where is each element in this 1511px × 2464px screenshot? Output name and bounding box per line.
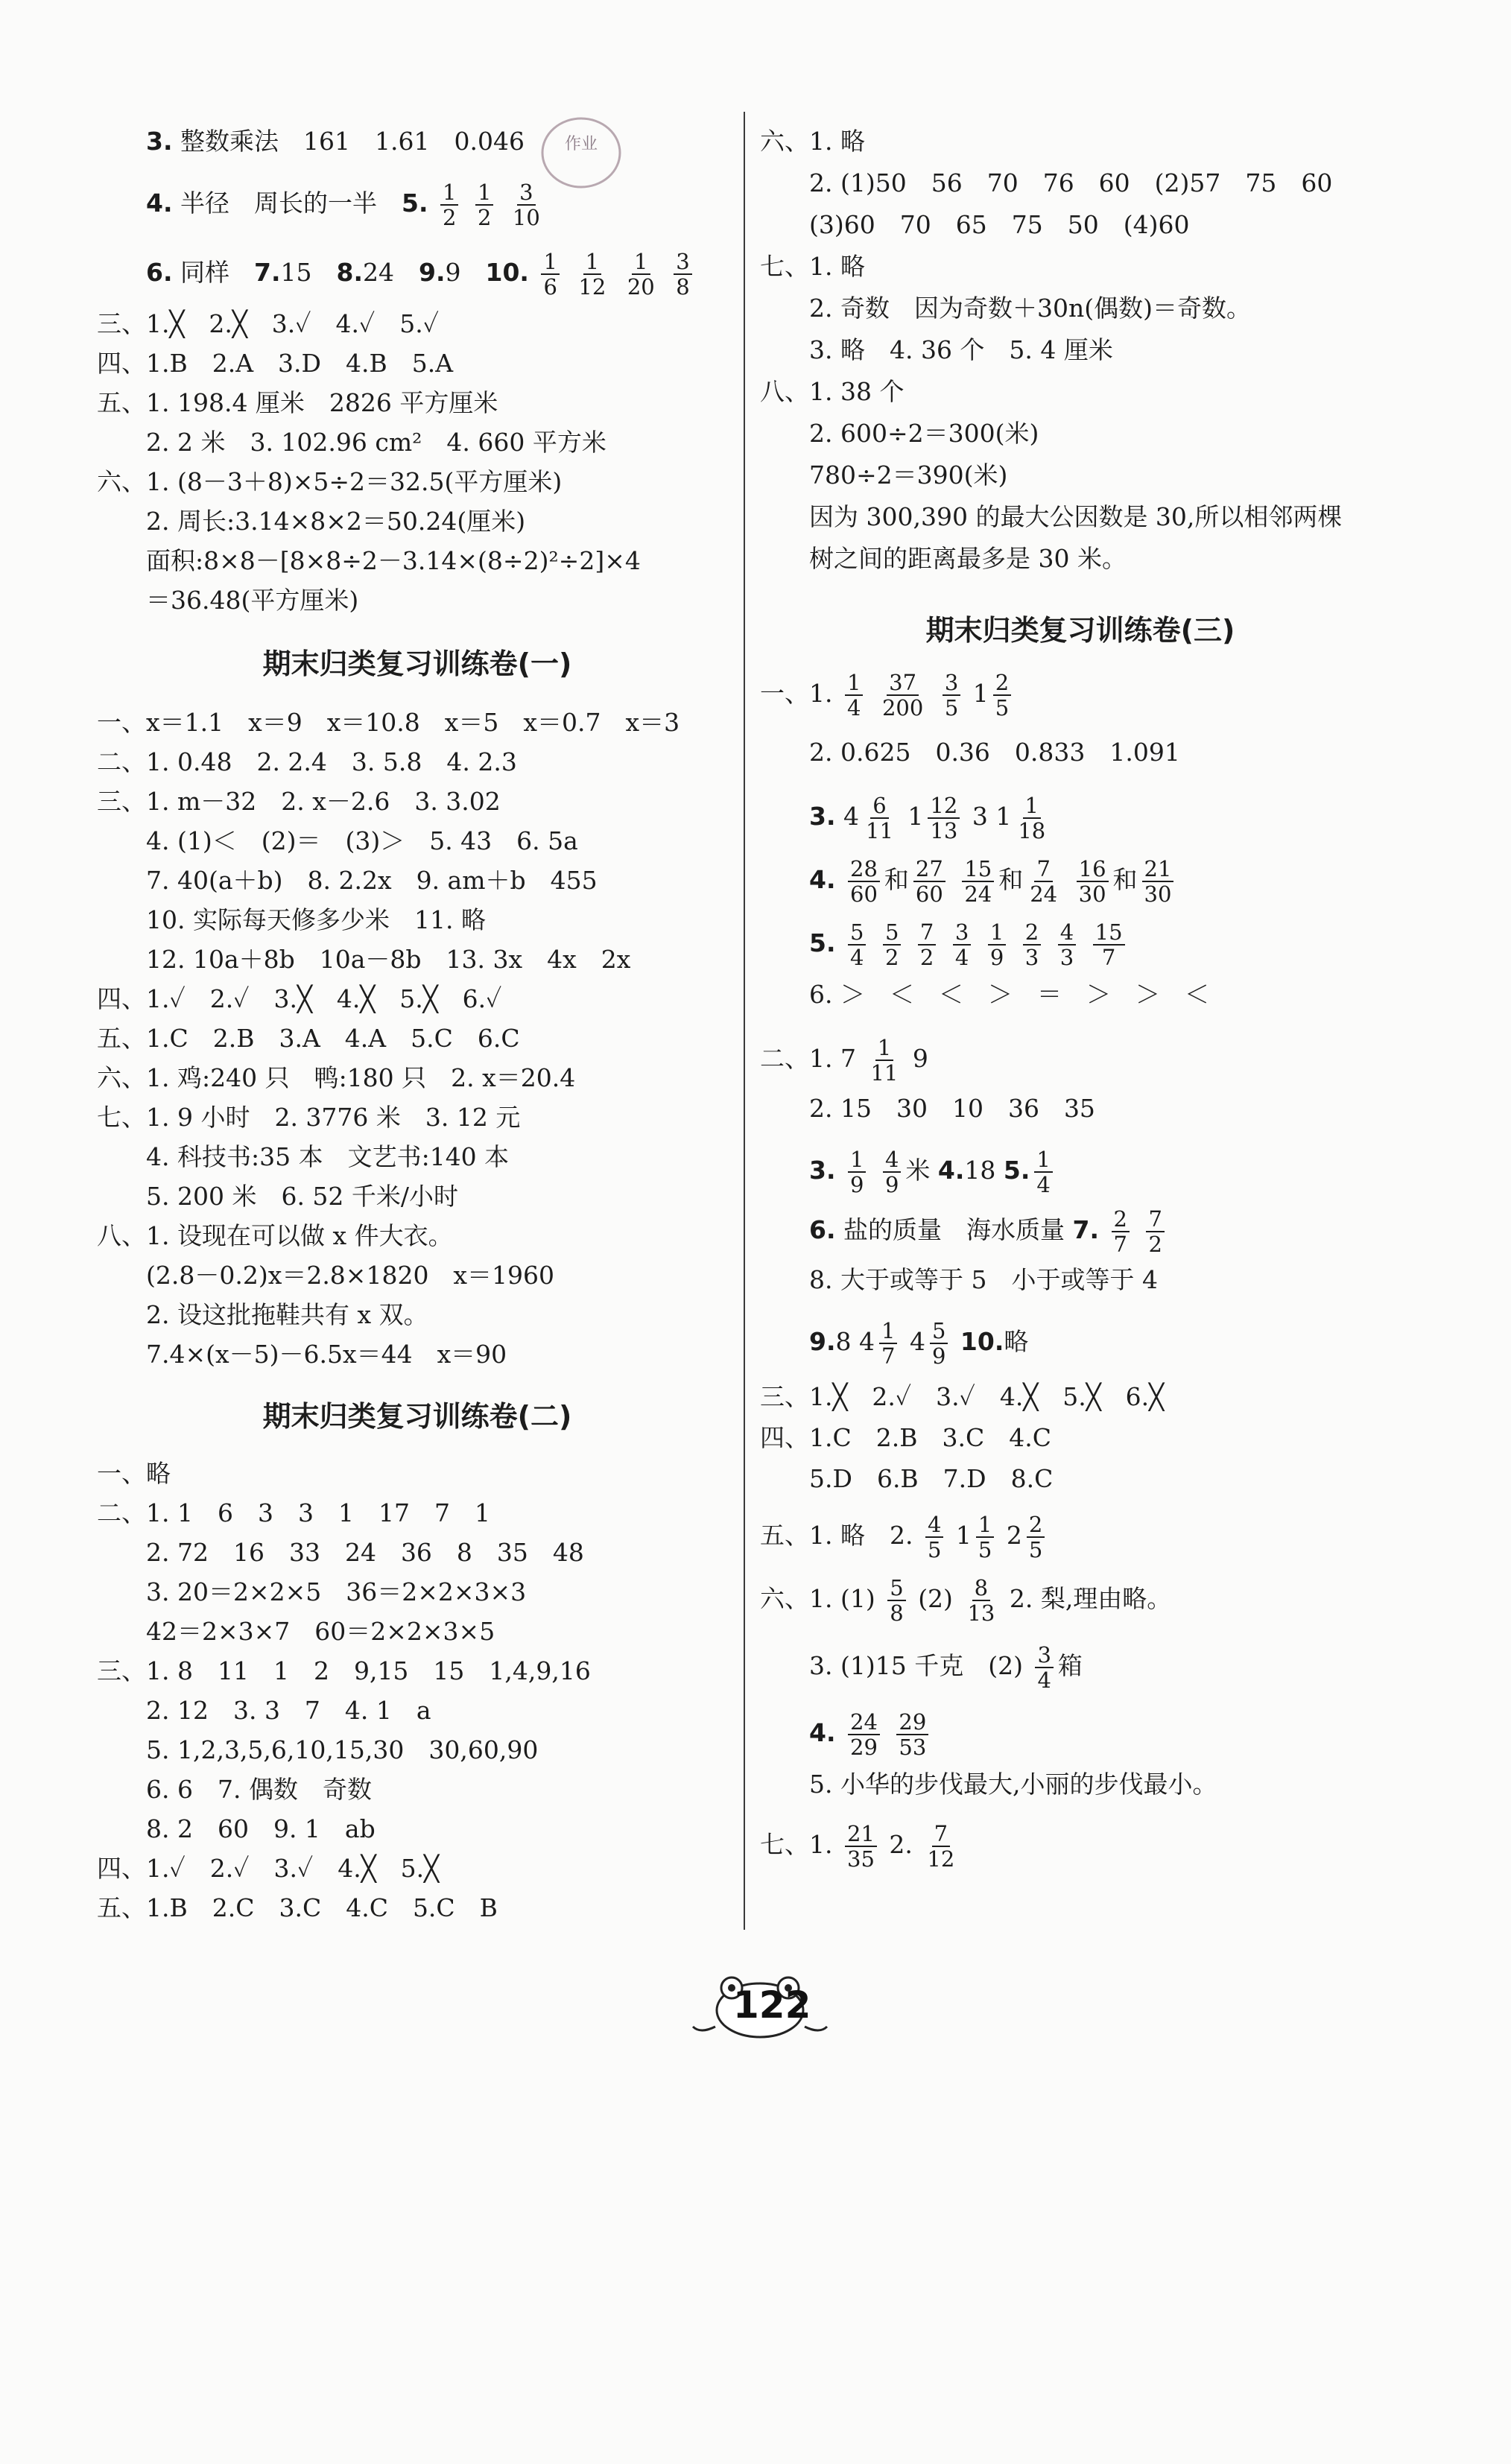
fraction: $\frac{6}{11}$ bbox=[866, 793, 893, 843]
answer-line: 五、1. 198.4 厘米 2826 平方厘米 bbox=[97, 388, 498, 417]
answer-line: 3. $\frac{1}{9}$ $\frac{4}{9}$ 米 4.18 5. $\frac{1}{4}$ bbox=[760, 1147, 1057, 1197]
answer-line: 10. 实际每天修多少米 11. 略 bbox=[146, 905, 486, 934]
answer-line: 2. 12 3. 3 7 4. 1 a bbox=[146, 1696, 431, 1725]
fraction: $\frac{1}{6}$ bbox=[541, 250, 559, 299]
answer-line: 三、1. 8 11 1 2 9,15 15 1,4,9,16 bbox=[97, 1656, 591, 1685]
stamp-icon bbox=[536, 112, 626, 194]
answer-line: 三、1. m－32 2. x－2.6 3. 3.02 bbox=[97, 787, 501, 816]
answer-line: 42＝2×3×7 60＝2×2×3×5 bbox=[146, 1617, 495, 1646]
answer-line: 三、1.╳ 2.╳ 3.✓ 4.✓ 5.✓ bbox=[97, 309, 440, 338]
answer-line: 五、1. 略 2. $\frac{4}{5}$ 1 $\frac{1}{5}$ 2 $\frac{2}{5}$ bbox=[760, 1513, 1049, 1562]
fraction: $\frac{2}{3}$ bbox=[1023, 920, 1041, 969]
answer-line: 六、1. 鸡:240 只 鸭:180 只 2. x＝20.4 bbox=[97, 1063, 576, 1092]
answer-line: 8. 大于或等于 5 小于或等于 4 bbox=[809, 1265, 1158, 1294]
fraction: $\frac{27}{60}$ bbox=[913, 857, 945, 906]
fraction: $\frac{7}{12}$ bbox=[927, 1821, 955, 1872]
answer-line: 4. (1)＜ (2)＝ (3)＞ 5. 43 6. 5a bbox=[146, 826, 578, 855]
fraction: $\frac{15}{7}$ bbox=[1093, 920, 1125, 969]
fraction: $\frac{5}{8}$ bbox=[887, 1576, 905, 1625]
answer-line: 一、略 bbox=[97, 1459, 171, 1488]
fraction: $\frac{1}{7}$ bbox=[879, 1319, 897, 1368]
answer-line: 四、1.B 2.A 3.D 4.B 5.A bbox=[97, 349, 454, 378]
answer-line: 6. ＞ ＜ ＜ ＞ ＝ ＞ ＞ ＜ bbox=[809, 980, 1209, 1009]
fraction: $\frac{3}{5}$ bbox=[943, 671, 960, 720]
answer-line: 4. $\frac{24}{29}$ $\frac{29}{53}$ bbox=[760, 1710, 933, 1759]
answer-line: 六、1. (8－3＋8)×5÷2＝32.5(平方厘米) bbox=[97, 467, 563, 496]
answer-line: 5. 小华的步伐最大,小丽的步伐最小。 bbox=[809, 1770, 1217, 1799]
fraction: $\frac{21}{35}$ bbox=[845, 1822, 877, 1871]
answer-line: 五、1.C 2.B 3.A 4.A 5.C 6.C bbox=[97, 1024, 520, 1053]
answer-line: 3. 4 $\frac{6}{11}$ 1 $\frac{12}{13}$ 3 1 $\frac{1}{18}$ bbox=[760, 794, 1052, 843]
answer-line: 三、1.╳ 2.✓ 3.✓ 4.╳ 5.╳ 6.╳ bbox=[760, 1382, 1164, 1411]
fraction: $\frac{4}{3}$ bbox=[1058, 920, 1076, 969]
answer-line: 2. 72 16 33 24 36 8 35 48 bbox=[146, 1538, 584, 1567]
answer-line: 4. $\frac{28}{60}$ 和 $\frac{27}{60}$ $\frac{15}{24}$ 和 $\frac{7}{24}$ $\frac{16}{30}$ 和 $\frac{21}{30}$ bbox=[760, 857, 1178, 906]
fraction: $\frac{37}{200}$ bbox=[881, 670, 924, 720]
answer-line: 六、1. (1) $\frac{5}{8}$ (2) $\frac{8}{13}$ 2. 梨,理由略。 bbox=[760, 1575, 1172, 1626]
answer-line: 七、1. 略 bbox=[760, 252, 865, 281]
answer-line: 3. 整数乘法 161 1.61 0.046 bbox=[146, 127, 525, 156]
fraction: $\frac{2}{5}$ bbox=[1027, 1513, 1045, 1562]
fraction: $\frac{21}{30}$ bbox=[1142, 857, 1174, 906]
answer-line: 2. 15 30 10 36 35 bbox=[809, 1094, 1095, 1123]
fraction: $\frac{5}{4}$ bbox=[848, 920, 866, 969]
fraction: $\frac{4}{9}$ bbox=[883, 1147, 901, 1197]
answer-line: ＝36.48(平方厘米) bbox=[146, 586, 359, 615]
fraction: $\frac{3}{4}$ bbox=[1035, 1643, 1053, 1692]
fraction: $\frac{28}{60}$ bbox=[848, 857, 880, 906]
answer-line: 9.8 4 $\frac{1}{7}$ 4 $\frac{5}{9}$ 10.略 bbox=[809, 1318, 1029, 1369]
fraction: $\frac{1}{9}$ bbox=[988, 920, 1006, 969]
answer-line: 七、1. $\frac{21}{35}$ 2. $\frac{7}{12}$ bbox=[760, 1822, 961, 1871]
fraction: $\frac{1}{2}$ bbox=[475, 180, 493, 229]
fraction: $\frac{1}{9}$ bbox=[848, 1147, 866, 1197]
answer-line: 8. 2 60 9. 1 ab bbox=[146, 1814, 376, 1843]
answer-line: 2. 设这批拖鞋共有 x 双。 bbox=[146, 1300, 428, 1329]
answer-line: 7.4×(x－5)－6.5x＝44 x＝90 bbox=[146, 1340, 507, 1369]
answer-line: 七、1. 9 小时 2. 3776 米 3. 12 元 bbox=[97, 1103, 521, 1132]
fraction: $\frac{16}{30}$ bbox=[1077, 857, 1109, 906]
answer-line: 树之间的距离最多是 30 米。 bbox=[809, 544, 1127, 573]
answer-line: 2. 2 米 3. 102.96 cm² 4. 660 平方米 bbox=[146, 428, 606, 457]
answer-line: 4. 科技书:35 本 文艺书:140 本 bbox=[146, 1142, 510, 1171]
fraction: $\frac{3}{10}$ bbox=[512, 180, 540, 230]
answer-line: 一、1. $\frac{1}{4}$ $\frac{37}{200}$ $\frac{3}{5}$ 1 $\frac{2}{5}$ bbox=[760, 671, 1016, 720]
fraction: $\frac{8}{13}$ bbox=[967, 1575, 995, 1626]
section-title: 期末归类复习训练卷(二) bbox=[262, 1400, 572, 1433]
answer-line: 3. 略 4. 36 个 5. 4 厘米 bbox=[809, 335, 1113, 364]
fraction: $\frac{4}{5}$ bbox=[925, 1513, 943, 1562]
fraction: $\frac{2}{5}$ bbox=[993, 671, 1011, 720]
answer-line: 6. 盐的质量 海水质量 7. $\frac{2}{7}$ $\frac{7}{2}$ bbox=[760, 1207, 1169, 1256]
answer-line: 5. 1,2,3,5,6,10,15,30 30,60,90 bbox=[146, 1735, 539, 1764]
answer-line: 5.D 6.B 7.D 8.C bbox=[809, 1464, 1054, 1493]
fraction: $\frac{7}{24}$ bbox=[1030, 856, 1058, 907]
fraction: $\frac{15}{24}$ bbox=[962, 857, 994, 906]
page-number-badge bbox=[685, 1967, 834, 2042]
answer-line: 四、1.✓ 2.✓ 3.╳ 4.╳ 5.╳ 6.✓ bbox=[97, 984, 502, 1013]
fraction: $\frac{7}{2}$ bbox=[918, 920, 936, 969]
fraction: $\frac{5}{9}$ bbox=[930, 1319, 948, 1368]
answer-line: 二、1. 1 6 3 3 1 17 7 1 bbox=[97, 1498, 490, 1527]
answer-line: 2. (1)50 56 70 76 60 (2)57 75 60 bbox=[809, 168, 1333, 197]
section-title: 期末归类复习训练卷(三) bbox=[925, 614, 1235, 647]
answer-line: 7. 40(a＋b) 8. 2.2x 9. am＋b 455 bbox=[146, 866, 598, 895]
fraction: $\frac{1}{18}$ bbox=[1018, 793, 1046, 843]
fraction: $\frac{1}{5}$ bbox=[976, 1513, 994, 1562]
answer-line: 12. 10a＋8b 10a－8b 13. 3x 4x 2x bbox=[146, 945, 631, 974]
column-divider bbox=[744, 112, 745, 1930]
answer-line: 2. 600÷2＝300(米) bbox=[809, 419, 1039, 448]
answer-line: 二、1. 0.48 2. 2.4 3. 5.8 4. 2.3 bbox=[97, 747, 517, 776]
answer-line: 因为 300,390 的最大公因数是 30,所以相邻两棵 bbox=[809, 502, 1343, 531]
fraction: $\frac{1}{11}$ bbox=[870, 1035, 899, 1086]
answer-line: 780÷2＝390(米) bbox=[809, 460, 1008, 490]
answer-line: 六、1. 略 bbox=[760, 127, 865, 156]
answer-line: 3. 20＝2×2×5 36＝2×2×3×3 bbox=[146, 1577, 527, 1606]
fraction: $\frac{1}{20}$ bbox=[627, 249, 655, 300]
answer-line: 2. 周长:3.14×8×2＝50.24(厘米) bbox=[146, 507, 526, 536]
answer-line: 5. 200 米 6. 52 千米/小时 bbox=[146, 1182, 459, 1211]
fraction: $\frac{3}{4}$ bbox=[953, 920, 971, 969]
fraction: $\frac{12}{13}$ bbox=[928, 794, 960, 843]
answer-line: 四、1.✓ 2.✓ 3.✓ 4.╳ 5.╳ bbox=[97, 1854, 440, 1883]
answer-line: 4. 半径 周长的一半 5. $\frac{1}{2}$ $\frac{1}{2}$ $\frac{3}{10}$ bbox=[97, 180, 547, 229]
section-title: 期末归类复习训练卷(一) bbox=[262, 647, 572, 680]
answer-line: 2. 0.625 0.36 0.833 1.091 bbox=[809, 738, 1180, 767]
answer-line: 一、x＝1.1 x＝9 x＝10.8 x＝5 x＝0.7 x＝3 bbox=[97, 708, 680, 737]
fraction: $\frac{5}{2}$ bbox=[883, 920, 901, 969]
fraction: $\frac{1}{2}$ bbox=[440, 180, 458, 229]
svg-text:作业: 作业 bbox=[564, 135, 598, 153]
answer-line: 5. $\frac{5}{4}$ $\frac{5}{2}$ $\frac{7}{2}$ $\frac{3}{4}$ $\frac{1}{9}$ $\frac{2}{3}$ $\frac{4}{3}$ $\frac{15}{7}$ bbox=[760, 920, 1130, 969]
answer-line: 五、1.B 2.C 3.C 4.C 5.C B bbox=[97, 1893, 498, 1922]
answer-line: 2. 奇数 因为奇数＋30n(偶数)＝奇数。 bbox=[809, 294, 1251, 323]
answer-line: 四、1.C 2.B 3.C 4.C bbox=[760, 1423, 1051, 1452]
fraction: $\frac{29}{53}$ bbox=[896, 1710, 928, 1759]
fraction: $\frac{24}{29}$ bbox=[848, 1710, 880, 1759]
answer-line: 6. 同样 7.15 8.24 9.9 10. $\frac{1}{6}$ $\frac{1}{12}$ $\frac{1}{20}$ $\frac{3}{8}$ bbox=[97, 250, 697, 299]
answer-line: 八、1. 设现在可以做 x 件大衣。 bbox=[97, 1221, 453, 1250]
answer-line: 6. 6 7. 偶数 奇数 bbox=[146, 1775, 372, 1804]
answer-line: 面积:8×8－[8×8÷2－3.14×(8÷2)²÷2]×4 bbox=[146, 546, 641, 575]
page-number: 122 bbox=[733, 1983, 811, 2027]
answer-line: (2.8－0.2)x＝2.8×1820 x＝1960 bbox=[146, 1261, 555, 1290]
fraction: $\frac{7}{2}$ bbox=[1146, 1207, 1164, 1256]
fraction: $\frac{1}{4}$ bbox=[1034, 1147, 1052, 1197]
answer-line: 八、1. 38 个 bbox=[760, 377, 905, 406]
fraction: $\frac{2}{7}$ bbox=[1112, 1207, 1130, 1256]
answer-line: 3. (1)15 千克 (2) $\frac{3}{4}$ 箱 bbox=[809, 1642, 1083, 1693]
fraction: $\frac{1}{12}$ bbox=[578, 249, 606, 300]
fraction: $\frac{1}{4}$ bbox=[845, 671, 863, 720]
answer-line: (3)60 70 65 75 50 (4)60 bbox=[809, 210, 1190, 239]
fraction: $\frac{3}{8}$ bbox=[674, 250, 691, 299]
answer-line: 二、1. 7 $\frac{1}{11}$ 9 bbox=[760, 1035, 928, 1086]
